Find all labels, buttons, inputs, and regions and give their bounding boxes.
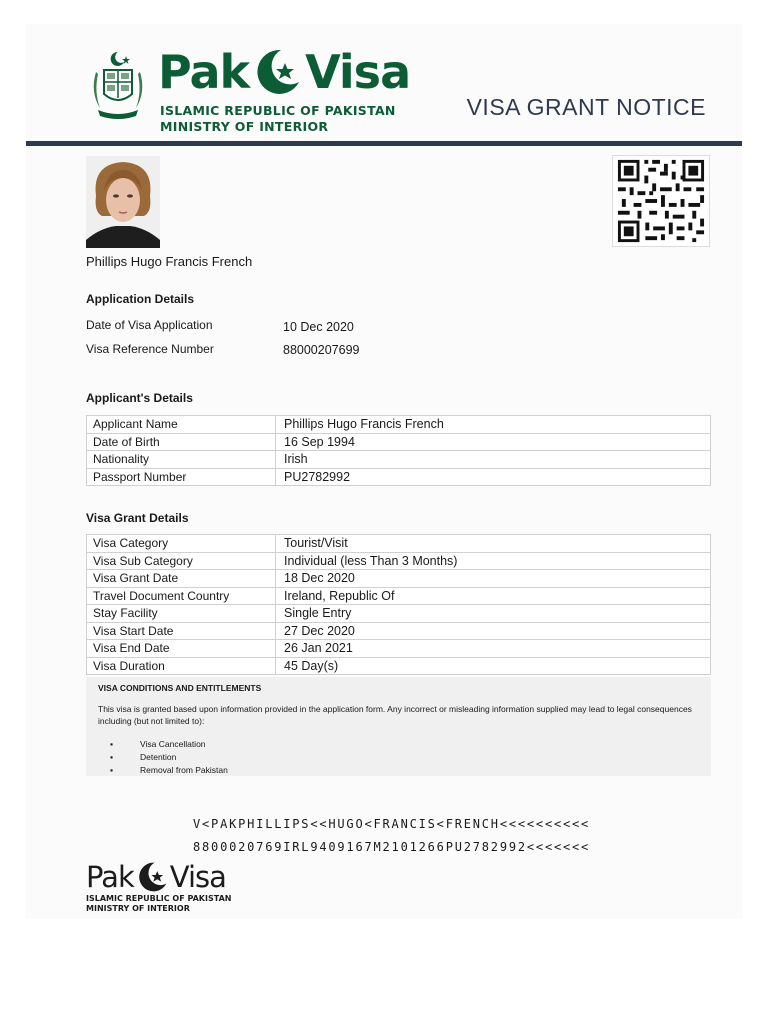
application-details-title: Application Details	[86, 292, 195, 306]
passport-number-label: Passport Number	[87, 468, 276, 486]
visa-grant-date-value: 18 Dec 2020	[276, 570, 711, 588]
list-item: ▪ Visa Cancellation	[110, 738, 228, 751]
applicant-name-label: Applicant Name	[87, 416, 276, 434]
visa-conditions-box	[86, 677, 711, 776]
footer-logo-text-visa: Visa	[169, 860, 226, 894]
visa-sub-category-label: Visa Sub Category	[87, 552, 276, 570]
pakvisa-logo	[158, 44, 410, 100]
visa-start-date-label: Visa Start Date	[87, 622, 276, 640]
list-item: ▪ Removal from Pakistan	[110, 764, 228, 777]
table-row	[87, 640, 711, 658]
crescent-star-icon	[135, 860, 169, 894]
visa-end-date-label: Visa End Date	[87, 640, 276, 658]
visa-end-date-value: 26 Jan 2021	[276, 640, 711, 658]
conditions-title: VISA CONDITIONS AND ENTITLEMENTS	[98, 683, 262, 693]
visa-grant-details-title: Visa Grant Details	[86, 511, 189, 525]
visa-grant-details-table	[86, 534, 711, 675]
visa-duration-label: Visa Duration	[87, 657, 276, 675]
visa-reference-label: Visa Reference Number	[86, 342, 214, 356]
visa-grant-date-label: Visa Grant Date	[87, 570, 276, 588]
logo-text-pak: Pak	[158, 45, 250, 99]
footer-subtitle-ministry: MINISTRY OF INTERIOR	[86, 904, 190, 913]
crescent-star-icon	[251, 46, 303, 98]
date-of-application-label: Date of Visa Application	[86, 318, 213, 332]
table-row	[87, 605, 711, 623]
mrz-line-1: V<PAKPHILLIPS<<HUGO<FRANCIS<FRENCH<<<<<<<<<<	[193, 817, 591, 831]
table-row	[87, 622, 711, 640]
applicant-details-table	[86, 415, 711, 486]
qr-code-icon	[612, 155, 710, 247]
stay-facility-label: Stay Facility	[87, 605, 276, 623]
travel-document-country-label: Travel Document Country	[87, 587, 276, 605]
applicant-name-value: Phillips Hugo Francis French	[276, 416, 711, 434]
nationality-value: Irish	[276, 451, 711, 469]
table-row	[87, 552, 711, 570]
visa-category-label: Visa Category	[87, 535, 276, 553]
applicant-photo-caption: Phillips Hugo Francis French	[86, 254, 253, 269]
visa-reference-value: 88000207699	[283, 343, 360, 357]
table-row	[87, 657, 711, 675]
passport-number-value: PU2782992	[276, 468, 711, 486]
table-row	[87, 451, 711, 469]
conditions-list	[110, 738, 228, 777]
logo-text-visa: Visa	[305, 45, 411, 99]
conditions-text: This visa is granted based upon information provided in the application form. Any incorrect or misleading information supplied may lead to legal consequences including (but not limited to):	[98, 704, 692, 726]
table-row	[87, 535, 711, 553]
footer-pakvisa-logo	[86, 859, 226, 895]
date-of-application-value: 10 Dec 2020	[283, 320, 354, 334]
table-row	[87, 587, 711, 605]
visa-start-date-value: 27 Dec 2020	[276, 622, 711, 640]
applicant-details-title: Applicant's Details	[86, 391, 193, 405]
mrz-line-2: 8800020769IRL9409167M2101266PU2782992<<<<<<<	[193, 840, 591, 854]
table-row	[87, 416, 711, 434]
logo-subtitle-ministry: MINISTRY OF INTERIOR	[160, 119, 329, 134]
logo-subtitle-country: ISLAMIC REPUBLIC OF PAKISTAN	[160, 103, 396, 118]
nationality-label: Nationality	[87, 451, 276, 469]
visa-sub-category-value: Individual (less Than 3 Months)	[276, 552, 711, 570]
date-of-birth-label: Date of Birth	[87, 433, 276, 451]
header-divider	[26, 141, 742, 146]
applicant-photo	[86, 156, 160, 248]
travel-document-country-value: Ireland, Republic Of	[276, 587, 711, 605]
state-emblem-icon	[86, 48, 150, 120]
table-row	[87, 433, 711, 451]
date-of-birth-value: 16 Sep 1994	[276, 433, 711, 451]
page-title: VISA GRANT NOTICE	[466, 94, 706, 120]
stay-facility-value: Single Entry	[276, 605, 711, 623]
visa-duration-value: 45 Day(s)	[276, 657, 711, 675]
list-item: ▪ Detention	[110, 751, 228, 764]
table-row	[87, 570, 711, 588]
footer-logo-text-pak: Pak	[86, 860, 134, 894]
footer-subtitle-country: ISLAMIC REPUBLIC OF PAKISTAN	[86, 894, 232, 903]
table-row	[87, 468, 711, 486]
visa-category-value: Tourist/Visit	[276, 535, 711, 553]
